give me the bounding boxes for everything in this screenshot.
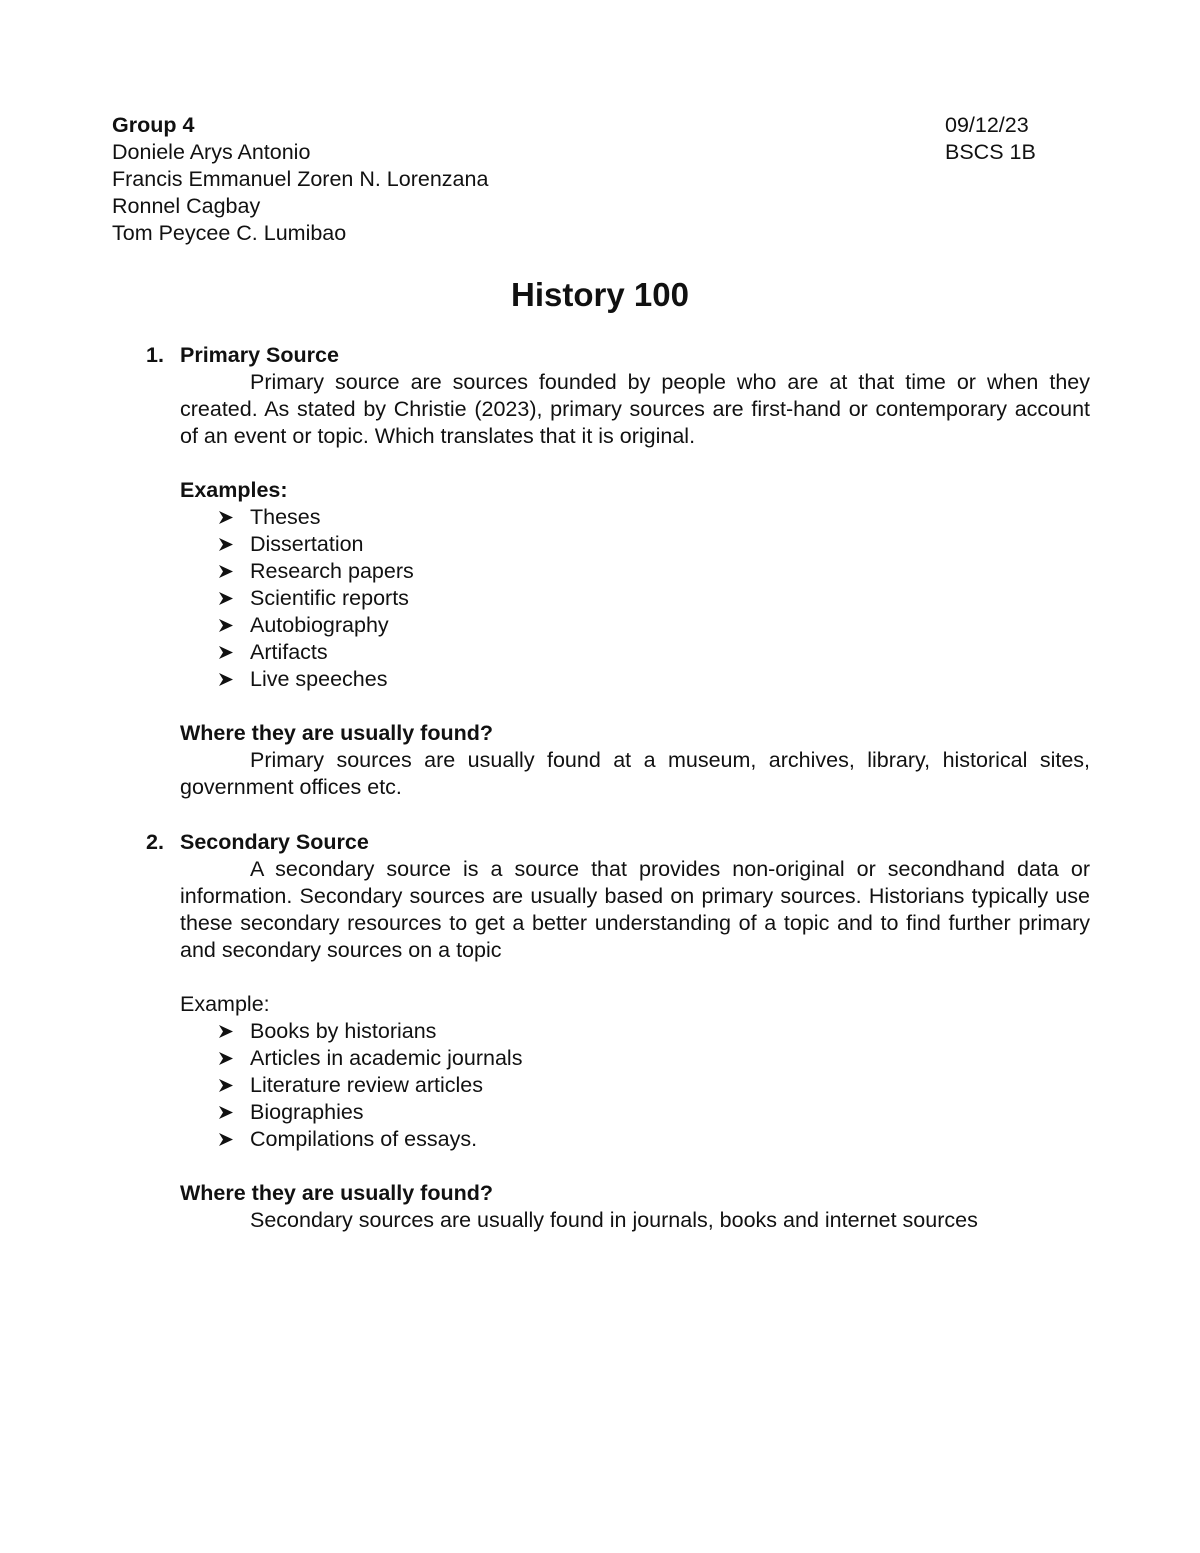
- date: 09/12/23: [945, 113, 1029, 137]
- member-name: Doniele Arys Antonio: [112, 140, 311, 164]
- arrowhead-bullet-icon: [218, 510, 234, 525]
- arrowhead-bullet-icon: [218, 1051, 234, 1066]
- examples-list: [180, 1018, 1090, 1153]
- arrowhead-bullet-icon: [218, 618, 234, 633]
- list-item: Theses: [180, 504, 1090, 531]
- section-heading: [146, 342, 1090, 369]
- where-found-paragraph: Secondary sources are usually found in journals, books and internet sources: [250, 1208, 978, 1232]
- section-title: Secondary Source: [180, 830, 369, 854]
- arrowhead-bullet-icon: [218, 537, 234, 552]
- arrowhead-bullet-icon: [218, 672, 234, 687]
- where-found-label: Where they are usually found?: [180, 721, 493, 745]
- examples-label: Example:: [180, 992, 270, 1016]
- arrowhead-bullet-icon: [218, 564, 234, 579]
- where-found-label: Where they are usually found?: [180, 1181, 493, 1205]
- list-item: Autobiography: [180, 612, 1090, 639]
- list-item: Literature review articles: [180, 1072, 1090, 1099]
- arrowhead-bullet-icon: [218, 1024, 234, 1039]
- section-number: 2.: [146, 830, 164, 854]
- list-item: Dissertation: [180, 531, 1090, 558]
- list-item: Scientific reports: [180, 585, 1090, 612]
- group-label: Group 4: [112, 113, 195, 137]
- header-right: [945, 112, 1036, 166]
- arrowhead-bullet-icon: [218, 1105, 234, 1120]
- list-item: Compilations of essays.: [180, 1126, 1090, 1153]
- header-left: [112, 112, 1052, 247]
- list-item: Artifacts: [180, 639, 1090, 666]
- list-item: Research papers: [180, 558, 1090, 585]
- definition-paragraph: Primary source are sources founded by people who are at that time or when they created. As stated by Christie (2023), primary sources are first-hand or contemporary account of an event or topic. Which translates that it is original.: [180, 370, 1090, 448]
- header: [112, 112, 1052, 247]
- section-secondary-source: [146, 829, 1090, 1234]
- arrowhead-bullet-icon: [218, 591, 234, 606]
- section-heading: [146, 829, 1090, 856]
- member-name: Francis Emmanuel Zoren N. Lorenzana: [112, 167, 489, 191]
- page-title: History 100: [511, 276, 689, 313]
- examples-list: [180, 504, 1090, 693]
- class-section: BSCS 1B: [945, 140, 1036, 164]
- section-number: 1.: [146, 343, 164, 367]
- definition-paragraph: A secondary source is a source that provides non-original or secondhand data or information. Secondary sources are usually based on primary sources. Historians typically use these secondary resources to get a better understanding of a topic and to find further primary and secondary sources on a topic: [180, 857, 1090, 962]
- list-item: Live speeches: [180, 666, 1090, 693]
- arrowhead-bullet-icon: [218, 1132, 234, 1147]
- arrowhead-bullet-icon: [218, 1078, 234, 1093]
- examples-label: Examples:: [180, 478, 288, 502]
- member-name: Tom Peycee C. Lumibao: [112, 221, 347, 245]
- arrowhead-bullet-icon: [218, 645, 234, 660]
- list-item: Articles in academic journals: [180, 1045, 1090, 1072]
- where-found-paragraph: Primary sources are usually found at a museum, archives, library, historical sites, government offices etc.: [180, 748, 1090, 799]
- member-name: Ronnel Cagbay: [112, 194, 261, 218]
- list-item: Books by historians: [180, 1018, 1090, 1045]
- section-title: Primary Source: [180, 343, 339, 367]
- section-primary-source: [146, 342, 1090, 801]
- list-item: Biographies: [180, 1099, 1090, 1126]
